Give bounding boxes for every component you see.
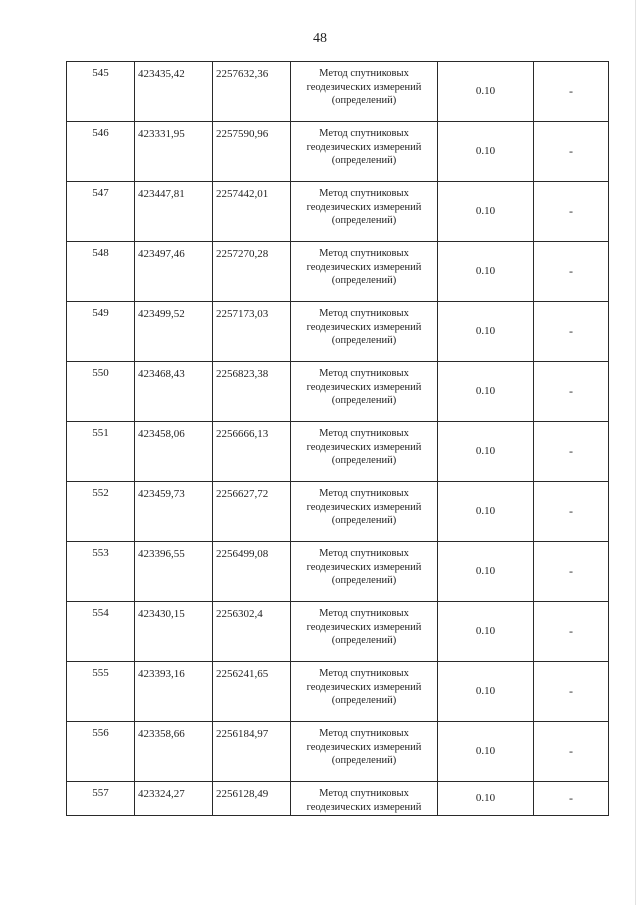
y-coordinate-cell: 2256823,38 [213, 362, 291, 422]
point-number-cell: 553 [67, 542, 135, 602]
x-coordinate-cell: 423396,55 [135, 542, 213, 602]
method-line: (определений) [331, 695, 397, 707]
method-line: геодезических измерений [306, 681, 422, 693]
x-coordinate-cell: 423447,81 [135, 182, 213, 242]
table-row [67, 662, 609, 722]
accuracy-cell: 0.10 [438, 62, 534, 122]
table-row [67, 722, 609, 782]
accuracy-cell: 0.10 [438, 422, 534, 482]
note-cell: - [534, 422, 609, 482]
point-number-cell: 556 [67, 722, 135, 782]
y-coordinate-cell: 2257173,03 [213, 302, 291, 362]
point-number-cell: 552 [67, 482, 135, 542]
accuracy-cell: 0.10 [438, 602, 534, 662]
page-number: 48 [313, 31, 327, 46]
method-line: Метод спутниковых [319, 308, 409, 319]
method-line: (определений) [331, 155, 397, 167]
accuracy-cell: 0.10 [438, 482, 534, 542]
accuracy-cell: 0.10 [438, 782, 534, 816]
method-line: Метод спутниковых [319, 728, 409, 739]
table-row [67, 302, 609, 362]
method-line: геодезических измерений [306, 621, 422, 633]
x-coordinate-cell: 423458,06 [135, 422, 213, 482]
method-line: геодезических измерений [306, 381, 422, 393]
x-coordinate-cell: 423358,66 [135, 722, 213, 782]
method-cell [291, 362, 438, 422]
accuracy-cell: 0.10 [438, 722, 534, 782]
method-cell [291, 422, 438, 482]
method-cell [291, 662, 438, 722]
method-line: (определений) [331, 515, 397, 527]
method-line: геодезических измерений [306, 81, 422, 93]
table-row [67, 362, 609, 422]
method-line: Метод спутниковых [319, 68, 409, 79]
method-cell [291, 722, 438, 782]
method-line: (определений) [331, 395, 397, 407]
method-line: геодезических измерений [306, 141, 422, 153]
y-coordinate-cell: 2257632,36 [213, 62, 291, 122]
accuracy-cell: 0.10 [438, 242, 534, 302]
y-coordinate-cell: 2257590,96 [213, 122, 291, 182]
point-number-cell: 548 [67, 242, 135, 302]
accuracy-cell: 0.10 [438, 362, 534, 422]
x-coordinate-cell: 423430,15 [135, 602, 213, 662]
method-cell [291, 302, 438, 362]
method-line: геодезических измерений [306, 801, 422, 813]
coordinates-table-body [67, 62, 609, 816]
note-cell: - [534, 62, 609, 122]
method-cell [291, 182, 438, 242]
table-row [67, 242, 609, 302]
accuracy-cell: 0.10 [438, 122, 534, 182]
y-coordinate-cell: 2257270,28 [213, 242, 291, 302]
method-line: Метод спутниковых [319, 488, 409, 499]
method-cell [291, 602, 438, 662]
method-line: геодезических измерений [306, 441, 422, 453]
method-line: Метод спутниковых [319, 548, 409, 559]
point-number-cell: 546 [67, 122, 135, 182]
table-row [67, 482, 609, 542]
method-line: (определений) [331, 215, 397, 227]
note-cell: - [534, 662, 609, 722]
note-cell: - [534, 302, 609, 362]
x-coordinate-cell: 423324,27 [135, 782, 213, 816]
table-row [67, 602, 609, 662]
y-coordinate-cell: 2256666,13 [213, 422, 291, 482]
method-line: геодезических измерений [306, 561, 422, 573]
y-coordinate-cell: 2256499,08 [213, 542, 291, 602]
note-cell: - [534, 722, 609, 782]
table-row [67, 62, 609, 122]
point-number-cell: 550 [67, 362, 135, 422]
note-cell: - [534, 482, 609, 542]
method-line: (определений) [331, 275, 397, 287]
note-cell: - [534, 602, 609, 662]
method-line: геодезических измерений [306, 201, 422, 213]
method-line: Метод спутниковых [319, 248, 409, 259]
method-line: (определений) [331, 335, 397, 347]
method-line: геодезических измерений [306, 261, 422, 273]
method-cell [291, 782, 438, 816]
x-coordinate-cell: 423393,16 [135, 662, 213, 722]
note-cell: - [534, 242, 609, 302]
x-coordinate-cell: 423497,46 [135, 242, 213, 302]
x-coordinate-cell: 423331,95 [135, 122, 213, 182]
method-line: Метод спутниковых [319, 368, 409, 379]
point-number-cell: 554 [67, 602, 135, 662]
coordinates-table [66, 61, 609, 816]
x-coordinate-cell: 423435,42 [135, 62, 213, 122]
point-number-cell: 545 [67, 62, 135, 122]
accuracy-cell: 0.10 [438, 662, 534, 722]
method-cell [291, 122, 438, 182]
note-cell: - [534, 782, 609, 816]
method-cell [291, 482, 438, 542]
method-cell [291, 542, 438, 602]
scan-edge-line [635, 0, 636, 905]
accuracy-cell: 0.10 [438, 302, 534, 362]
method-line: геодезических измерений [306, 321, 422, 333]
method-line: Метод спутниковых [319, 428, 409, 439]
y-coordinate-cell: 2256302,4 [213, 602, 291, 662]
y-coordinate-cell: 2257442,01 [213, 182, 291, 242]
method-line: Метод спутниковых [319, 188, 409, 199]
y-coordinate-cell: 2256241,65 [213, 662, 291, 722]
point-number-cell: 557 [67, 782, 135, 816]
y-coordinate-cell: 2256128,49 [213, 782, 291, 816]
table-row [67, 122, 609, 182]
x-coordinate-cell: 423499,52 [135, 302, 213, 362]
method-line: (определений) [331, 575, 397, 587]
method-cell [291, 242, 438, 302]
note-cell: - [534, 182, 609, 242]
point-number-cell: 549 [67, 302, 135, 362]
table-row [67, 182, 609, 242]
method-line: (определений) [331, 755, 397, 767]
method-cell [291, 62, 438, 122]
method-line: Метод спутниковых [319, 668, 409, 679]
x-coordinate-cell: 423468,43 [135, 362, 213, 422]
x-coordinate-cell: 423459,73 [135, 482, 213, 542]
point-number-cell: 547 [67, 182, 135, 242]
y-coordinate-cell: 2256184,97 [213, 722, 291, 782]
table-row [67, 422, 609, 482]
point-number-cell: 555 [67, 662, 135, 722]
note-cell: - [534, 122, 609, 182]
y-coordinate-cell: 2256627,72 [213, 482, 291, 542]
accuracy-cell: 0.10 [438, 182, 534, 242]
method-line: геодезических измерений [306, 741, 422, 753]
note-cell: - [534, 542, 609, 602]
method-line: (определений) [331, 95, 397, 107]
table-row [67, 782, 609, 816]
method-line: (определений) [331, 455, 397, 467]
method-line: (определений) [331, 635, 397, 647]
point-number-cell: 551 [67, 422, 135, 482]
method-line: геодезических измерений [306, 501, 422, 513]
method-line: Метод спутниковых [319, 128, 409, 139]
table-row [67, 542, 609, 602]
method-line: Метод спутниковых [319, 608, 409, 619]
accuracy-cell: 0.10 [438, 542, 534, 602]
method-line: Метод спутниковых [319, 788, 409, 799]
note-cell: - [534, 362, 609, 422]
